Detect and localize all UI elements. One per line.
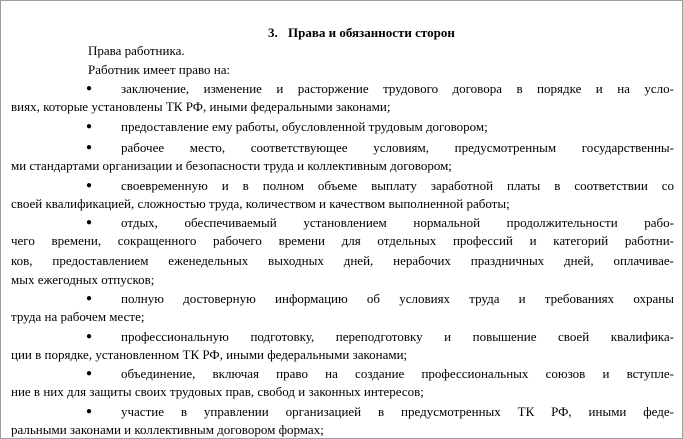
bullet-icon: ● [86, 331, 93, 342]
list-item-text: участие в управлении организацией в предусмотренных ТК РФ, иными феде- [121, 404, 674, 419]
list-item-text: своевременную и в полном объеме выплату заработной платы в соответствии со [121, 178, 674, 193]
list-item [11, 118, 674, 136]
bullet-icon: ● [86, 142, 93, 153]
list-item-continuation: виях, которые установлены ТК РФ, иными федеральными законами; [11, 99, 391, 114]
list-item-continuation: своей квалификацией, сложностью труда, количеством и качеством выполненной работы; [11, 196, 510, 211]
rights-intro: Работник имеет право на: [88, 62, 231, 77]
bullet-icon: ● [86, 406, 93, 417]
list-item-continuation: мых ежегодных отпусков; [11, 272, 155, 287]
list-item [11, 177, 674, 195]
list-item [11, 403, 674, 421]
section-heading [268, 24, 455, 42]
list-item-continuation: ции в порядке, установленном ТК РФ, иными федеральными законами; [11, 347, 408, 362]
list-item [11, 139, 674, 157]
list-item-text: объединение, включая право на создание профессиональных союзов и вступле- [121, 366, 674, 381]
list-item-text: предоставление ему работы, обусловленной трудовым договором; [121, 119, 488, 134]
bullet-icon: ● [86, 180, 93, 191]
list-item [11, 214, 674, 232]
list-item-continuation: ральными законами и коллективным договором формах; [11, 422, 324, 437]
list-item-text: рабочее место, соответствующее условиям, предусмотренным государственны- [121, 140, 674, 155]
list-item-text: заключение, изменение и расторжение трудового договора в порядке и на усло- [121, 81, 674, 96]
list-item-text: профессиональную подготовку, переподготовку и повышение своей квалифика- [121, 329, 674, 344]
list-item-continuation: ков, предоставлением еженедельных выходных дней, нерабочих праздничных дней, оплачивае- [11, 253, 674, 268]
bullet-icon: ● [86, 368, 93, 379]
bullet-icon: ● [86, 293, 93, 304]
list-item [11, 328, 674, 346]
section-number: 3. [268, 25, 278, 40]
list-item [11, 80, 674, 98]
bullet-icon: ● [86, 83, 93, 94]
list-item [11, 290, 674, 308]
list-item-continuation: ми стандартами организации и безопасности труда и коллективным договором; [11, 158, 452, 173]
bullet-icon: ● [86, 217, 93, 228]
list-item-text: полную достоверную информацию об условиях труда и требованиях охраны [121, 291, 674, 306]
list-item-continuation: ние в них для защиты своих трудовых прав, свобод и законных интересов; [11, 384, 424, 399]
list-item-continuation: труда на рабочем месте; [11, 309, 145, 324]
section-title: Права и обязанности сторон [288, 25, 455, 40]
list-item [11, 365, 674, 383]
list-item-text: отдых, обеспечиваемый установлением нормальной продолжительности рабо- [121, 215, 674, 230]
rights-subtitle: Права работника. [88, 43, 185, 58]
list-item-continuation: чего времени, сокращенного рабочего времени для отдельных профессий и категорий работни- [11, 233, 674, 248]
bullet-icon: ● [86, 121, 93, 132]
